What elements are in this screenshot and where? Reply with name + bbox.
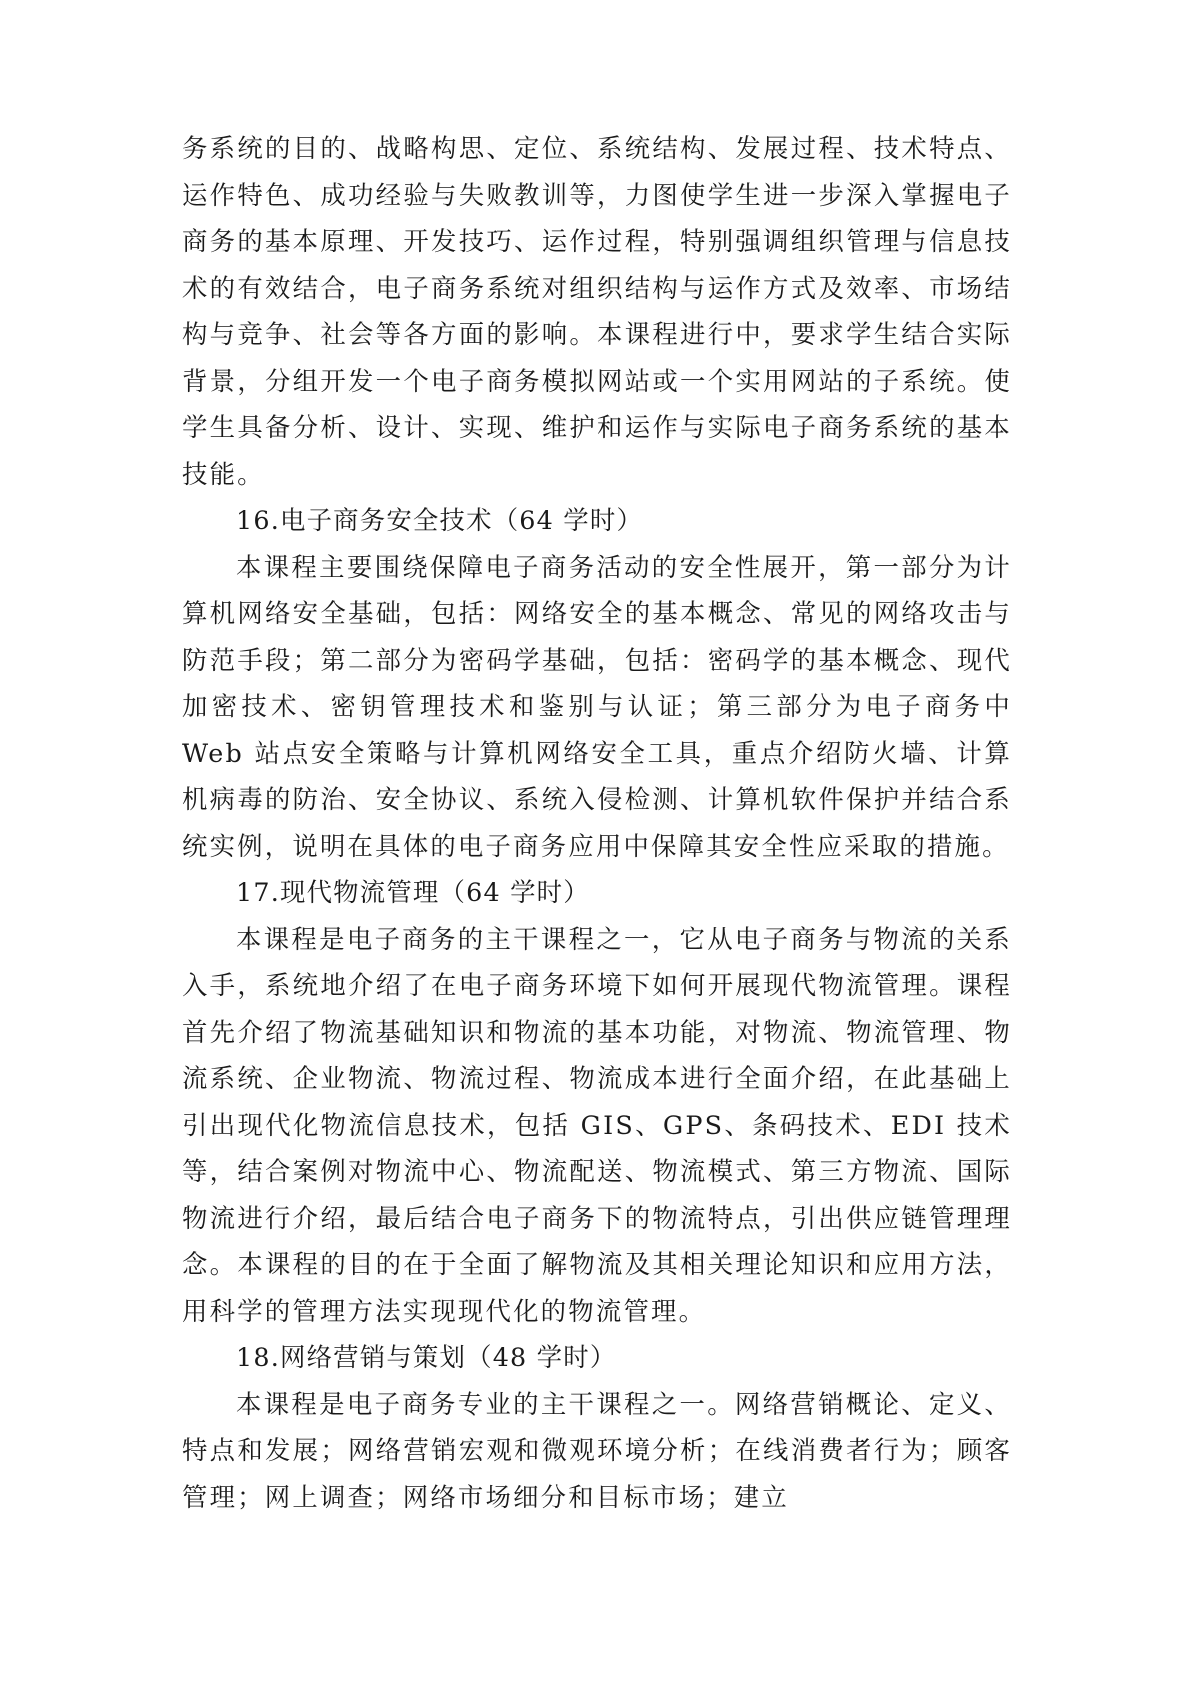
heading-course-17: 17.现代物流管理（64 学时） xyxy=(236,877,590,907)
paragraph-course-16: 本课程主要围绕保障电子商务活动的安全性展开，第一部分为计算机网络安全基础，包括：网络安全的基本概念、常见的网络攻击与防范手段；第二部分为密码学基础，包括：密码学的基本概念、现代加密技术、密钥管理技术和鉴别与认证；第三部分为电子商务中 Web 站点安全策略与计算机网络安全工具，重点介绍防火墙、计算机病毒的防治、安全协议、系统入侵检测、计算机软件保护并结合系统实例，说明在具体的电子商务应用中保障其安全性应采取的措施。 xyxy=(182,551,1012,861)
heading-course-18: 18.网络营销与策划（48 学时） xyxy=(236,1342,617,1372)
paragraph-course-18: 本课程是电子商务专业的主干课程之一。网络营销概论、定义、特点和发展；网络营销宏观和微观环境分析；在线消费者行为；顾客管理；网上调查；网络市场细分和目标市场；建立 xyxy=(182,1388,1012,1512)
paragraph-course-15-continued: 务系统的目的、战略构思、定位、系统结构、发展过程、技术特点、运作特色、成功经验与失败教训等，力图使学生进一步深入掌握电子商务的基本原理、开发技巧、运作过程，特别强调组织管理与信息技术的有效结合，电子商务系统对组织结构与运作方式及效率、市场结构与竞争、社会等各方面的影响。本课程进行中，要求学生结合实际背景，分组开发一个电子商务模拟网站或一个实用网站的子系统。使学生具备分析、设计、实现、维护和运作与实际电子商务系统的基本技能。 xyxy=(182,133,1012,489)
document-body xyxy=(182,125,1012,1520)
heading-course-16: 16.电子商务安全技术（64 学时） xyxy=(236,505,644,535)
paragraph-course-17: 本课程是电子商务的主干课程之一，它从电子商务与物流的关系入手，系统地介绍了在电子商务环境下如何开展现代物流管理。课程首先介绍了物流基础知识和物流的基本功能，对物流、物流管理、物流系统、企业物流、物流过程、物流成本进行全面介绍，在此基础上引出现代化物流信息技术，包括 GIS、GPS、条码技术、EDI 技术等，结合案例对物流中心、物流配送、物流模式、第三方物流、国际物流进行介绍，最后结合电子商务下的物流特点，引出供应链管理理念。本课程的目的在于全面了解物流及其相关理论知识和应用方法，用科学的管理方法实现现代化的物流管理。 xyxy=(182,923,1012,1326)
